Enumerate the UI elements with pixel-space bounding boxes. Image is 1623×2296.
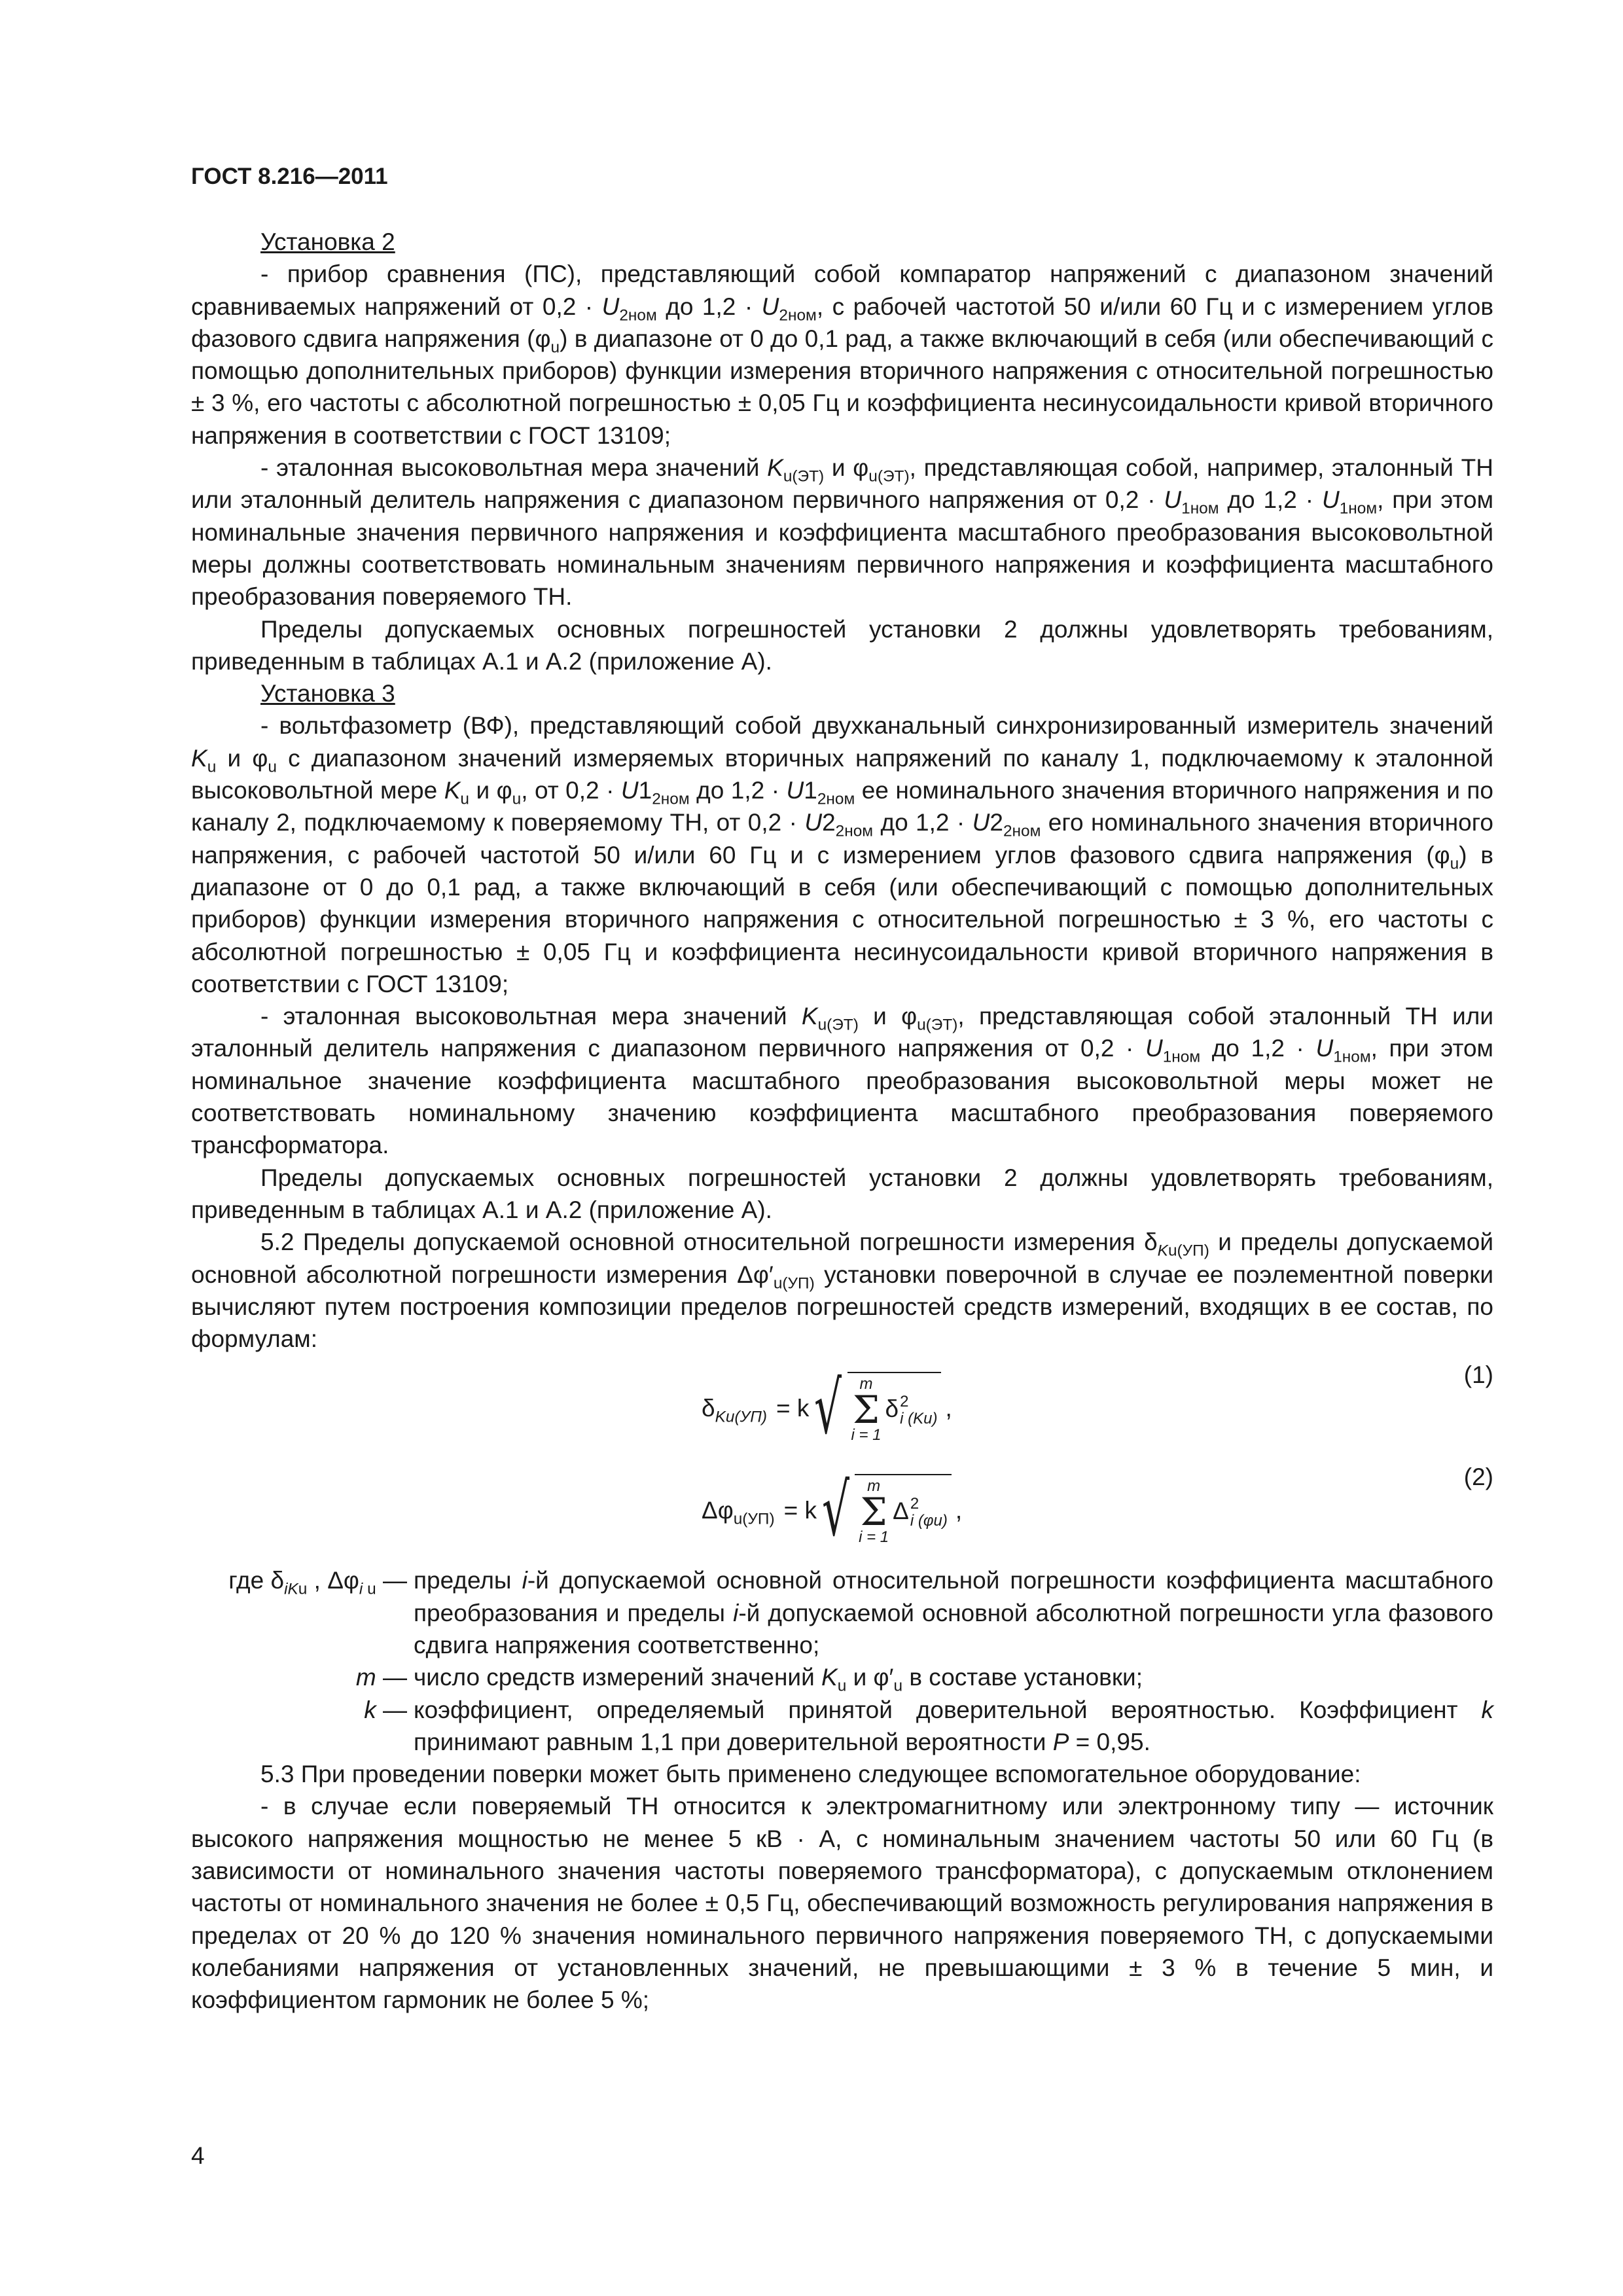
formula-2-expression: $\Delta\varphi_{u(УП)}$ = k √ m Σ i = 1 Δ 2 i (φu) , [702,1468,963,1552]
definition-desc: коэффициент, определяемый принятой доверительной вероятностью. Коэффициент k принимают равным 1,1 при доверительной вероятности P = 0,95. [414,1696,1493,1755]
sqrt-icon: √ [821,1468,850,1552]
setup2-reference-measure-paragraph: - эталонная высоковольтная мера значений $K_{u(ЭТ)}$ и $\varphi_{u(ЭТ)}$, представляющая собой, например, эталонный ТН или эталонный делитель напряжения с диапазоном первичного напряжения от $0,2 \cdot U_{1ном}$ до $1,2 \cdot U_{1ном}$, при этом номинальные значения первичного напряжения и коэффициента масштабного преобразования высоковольтной меры должны соответствовать номинальным значениям первичного напряжения и коэффициента масштабного преобразования поверяемого ТН. [191,454,1494,611]
formula-1-term: δ 2 i (Ku) [885,1393,938,1427]
sqrt-icon: √ [814,1366,842,1450]
clause-5-2-paragraph: 5.2 Пределы допускаемой основной относительной погрешности измерения $\delta_{Ku(УП)}$ и пределы допускаемой основной абсолютной погрешности измерения $\Delta\varphi'_{u(УП)}$ установки поверочной в случае ее поэлементной поверки вычисляют путем построения композиции пределов погрешностей средств измерений, входящих в ее состав, по формулам: [191,1229,1493,1353]
page-number: 4 [191,2142,205,2169]
setup3-limits-paragraph: Пределы допускаемых основных погрешностей установки 2 должны удовлетворять требованиям, приведенным в таблицах А.1 и А.2 (приложение А). [191,1164,1493,1223]
clause-5-3-paragraph: 5.3 При проведении поверки может быть применено следующее вспомогательное оборудование: [260,1761,1361,1788]
formula-1 [191,1359,1493,1457]
definition-desc: число средств измерений значений $K_u$ и $\varphi'_u$ в составе установки; [414,1664,1143,1695]
definitions-list [191,1564,1493,1758]
formula-1-expression: $\delta_{Ku(УП)}$ = k √ m Σ i = 1 δ 2 i (Ku) , [702,1366,952,1450]
document-body [191,226,1493,2017]
formula-2-number: (2) [1463,1463,1493,1491]
formula-2-eq: = k [783,1496,817,1524]
formula-2-lhs: $\Delta\varphi_{u(УП)}$ [702,1496,775,1528]
document-header: ГОСТ 8.216—2011 [191,164,388,189]
formula-1-eq: = k [776,1394,810,1422]
definition-item [191,1694,1493,1759]
setup3-title: Установка 3 [260,680,395,708]
formula-2 [191,1461,1493,1559]
definition-item [191,1564,1493,1661]
setup2-title: Установка 2 [260,228,395,255]
summation-icon: m Σ i = 1 [851,1375,882,1444]
definition-item [191,1661,1493,1693]
definition-desc: пределы i-й допускаемой основной относительной погрешности коэффициента масштабного преобразования и пределы i-й допускаемой основной абсолютной погрешности угла фазового сдвига напряжения соответственно; [414,1567,1494,1659]
summation-icon: m Σ i = 1 [859,1477,889,1547]
setup2-comparator-paragraph: - прибор сравнения (ПС), представляющий собой компаратор напряжений с диапазоном значений сравниваемых напряжений от $0,2 \cdot U_{2ном}$ до $1,2 \cdot U_{2ном}$, с рабочей частотой 50 и/или 60 Гц и с измерением углов фазового сдвига напряжения $(\varphi_u)$ в диапазоне от 0 до 0,1 рад, а также включающий в себя (или обеспечивающий с помощью дополнительных приборов) функции измерения вторичного напряжения с относительной погрешностью ± 3 %, его частоты с абсолютной погрешностью ± 0,05 Гц и коэффициента несинусоидальности кривой вторичного напряжения в соответствии с ГОСТ 13109; [191,260,1493,449]
definition-term: k — [364,1696,407,1723]
formula-1-lhs: $\delta_{Ku(УП)}$ [702,1394,768,1426]
setup2-limits-paragraph: Пределы допускаемых основных погрешностей установки 2 должны удовлетворять требованиям, приведенным в таблицах А.1 и А.2 (приложение А). [191,615,1493,675]
clause-5-3-source-paragraph: - в случае если поверяемый ТН относится к электромагнитному или электронному типу — источник высокого напряжения мощностью не менее 5 кВ · А, с номинальным значением частоты 50 или 60 Гц (в зависимости от номинального значения частоты поверяемого трансформатора), с допускаемым отклонением частоты от номинального значения не более ± 0,5 Гц, обеспечивающий возможность регулирования напряжения в пределах от 20 % до 120 % значения номинального первичного напряжения поверяемого ТН, с допускаемыми колебаниями напряжения от установленных значений, не превышающими ± 3 % в течение 5 мин, и коэффициентом гармоник не более 5 %; [191,1793,1493,2014]
setup3-voltphasemeter-paragraph: - вольтфазометр (ВФ), представляющий собой двухканальный синхронизированный измеритель значений $K_u$ и $\varphi_u$ с диапазоном значений измеряемых вторичных напряжений по каналу 1, подключаемому к эталонной высоковольтной мере $K_u$ и $\varphi_u$, от $0,2 \cdot U1_{2ном}$ до $1,2 \cdot U1_{2ном}$ ее номинального значения вторичного напряжения и по каналу 2, подключаемому к поверяемому ТН, от $0,2 \cdot U2_{2ном}$ до $1,2 \cdot U2_{2ном}$ его номинального значения вторичного напряжения, с рабочей частотой 50 и/или 60 Гц и с измерением углов фазового сдвига напряжения $(\varphi_u)$ в диапазоне от 0 до 0,1 рад, а также включающий в себя (или обеспечивающий с помощью дополнительных приборов) функции измерения вторичного напряжения с относительной погрешностью ± 3 %, его частоты с абсолютной погрешностью ± 0,05 Гц и коэффициента несинусоидальности кривой вторичного напряжения в соответствии с ГОСТ 13109; [191,712,1494,997]
definition-term: где $\delta_{iKu}$ , $\Delta\varphi_{i u}$ — [228,1567,407,1598]
formula-2-term: Δ 2 i (φu) [893,1495,948,1530]
setup3-reference-measure-paragraph: - эталонная высоковольтная мера значений $K_{u(ЭТ)}$ и $\varphi_{u(ЭТ)}$, представляющая собой эталонный ТН или эталонный делитель напряжения с диапазоном первичного напряжения от $0,2 \cdot U_{1ном}$ до $1,2 \cdot U_{1ном}$, при этом номинальное значение коэффициента масштабного преобразования высоковольтной меры может не соответствовать номинальному значению коэффициента масштабного преобразования поверяемого трансформатора. [191,1003,1493,1159]
formula-1-number: (1) [1463,1361,1493,1389]
definition-term: m — [355,1664,407,1691]
